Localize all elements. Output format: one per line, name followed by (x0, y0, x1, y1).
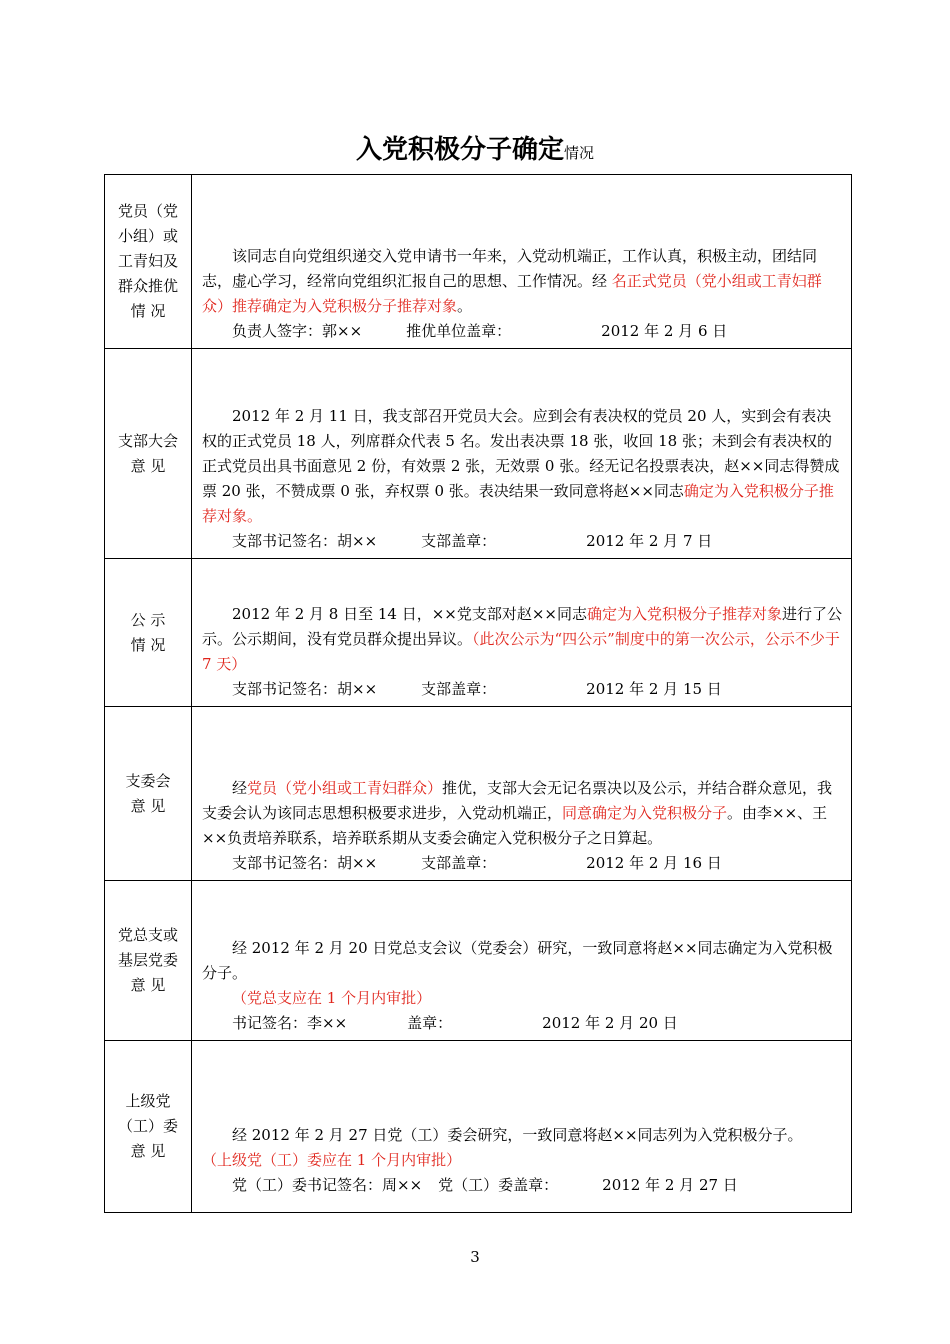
label-line: 基层党委 (117, 951, 178, 969)
content-text: 推优，支部大会无记名票决以及公示，并结合群众意见，我支委会认为该同志思想积极要求进步，入党动机端正， (202, 779, 833, 822)
content-text: 2012 年 2 月 8 日至 14 日，××党支部对赵××同志 (232, 605, 587, 623)
seal-label: 推优单位盖章： (406, 322, 512, 340)
label-line: 支委会 (125, 771, 171, 790)
seal-label: 盖章： (407, 1014, 453, 1032)
signer: 支部书记签名：胡×× (232, 532, 378, 550)
date: 2012 年 2 月 15 日 (586, 680, 722, 698)
content-paragraph (202, 404, 843, 529)
content-text: 经 (232, 779, 248, 797)
signer: 书记签名：李×× (232, 1014, 348, 1032)
label-line: 党员（党 (117, 202, 178, 220)
table-row (105, 349, 852, 559)
page-title (0, 130, 950, 173)
content-highlight: 确定为入党积极分子推荐对象。 (202, 482, 834, 525)
label-line: 上级党 (125, 1092, 171, 1110)
signer: 党（工）委书记签名：周×× (232, 1176, 423, 1194)
seal-label: 支部盖章： (421, 680, 497, 698)
content-highlight: 名正式党员（党小组或工青妇群众）推荐确定为入党积极分子推荐对象 (202, 272, 822, 315)
content-text: 。由李××、王××负责培养联系，培养联系期从支委会确定入党积极分子之日算起。 (202, 804, 828, 847)
signature-line (202, 529, 843, 554)
content-paragraph (202, 1123, 843, 1148)
title-suffix: 情况 (564, 144, 595, 162)
label-line: 意 见 (130, 976, 166, 994)
content-paragraph (202, 244, 843, 319)
label-line: 情 况 (130, 635, 166, 654)
content-text: 经 2012 年 2 月 27 日党（工）委会研究，一致同意将赵××同志列为入党积极分子。 (232, 1126, 803, 1144)
table-row (105, 1041, 852, 1213)
label-line: 群众推优 (117, 277, 178, 295)
row-label (105, 881, 192, 1041)
date: 2012 年 2 月 7 日 (586, 532, 713, 550)
row-content (192, 349, 852, 559)
seal-label: 支部盖章： (421, 854, 497, 872)
row-content (192, 559, 852, 707)
content-paragraph (202, 602, 843, 677)
content-paragraph (202, 776, 843, 851)
table-row (105, 175, 852, 349)
row-content (192, 175, 852, 349)
content-text: 。 (457, 297, 473, 315)
row-content (192, 707, 852, 881)
approval-note: （上级党（工）委应在 1 个月内审批） (202, 1151, 462, 1169)
signer: 负责人签字：郭×× (232, 322, 363, 340)
form-table (104, 174, 852, 1213)
row-label (105, 559, 192, 707)
content-text: 该同志自向党组织递交入党申请书一年来，入党动机端正，工作认真，积极主动，团结同志，虚心学习，经常向党组织汇报自己的思想、工作情况。经 (202, 247, 818, 290)
row-label (105, 349, 192, 559)
title-main: 入党积极分子确定 (355, 135, 564, 165)
label-line: 党总支或 (117, 926, 178, 944)
label-line: 工青妇及 (117, 252, 178, 270)
content-highlight: 同意确定为入党积极分子 (562, 804, 728, 822)
label-line: 小组）或 (117, 227, 178, 245)
label-line: 意 见 (130, 796, 166, 815)
content-highlight: （此次公示为“四公示”制度中的第一次公示，公示不少于 7 天） (202, 630, 840, 673)
table-row (105, 559, 852, 707)
content-highlight: 党员（党小组或工青妇群众） (247, 779, 443, 797)
row-content (192, 881, 852, 1041)
content-text: 经 2012 年 2 月 20 日党总支会议（党委会）研究，一致同意将赵××同志确定为入党积极分子。 (202, 939, 833, 982)
signature-line (202, 677, 843, 702)
approval-note: （党总支应在 1 个月内审批） (232, 989, 432, 1007)
content-highlight: 确定为入党积极分子推荐对象 (587, 605, 783, 623)
signature-line (202, 851, 843, 876)
row-content (192, 1041, 852, 1213)
label-line: 公 示 (130, 610, 166, 629)
signature-line (202, 1011, 843, 1036)
content-paragraph (202, 936, 843, 986)
signer: 支部书记签名：胡×× (232, 680, 378, 698)
label-line: 意 见 (130, 1142, 166, 1160)
content-text: 进行了公示。公示期间，没有党员群众提出异议。 (202, 605, 843, 648)
row-label (105, 707, 192, 881)
signature-line (202, 1173, 843, 1198)
content-text: 2012 年 2 月 11 日，我支部召开党员大会。应到会有表决权的党员 20 人，实到会有表决权的正式党员 18 人，列席群众代表 5 名。发出表决票 18 张，收回 18 张；未到会有表决权的正式党员出具书面意见 2 份，有效票 2 张，无效票 0 张。经无记名投票表决，赵××同志得赞成票 20 张，不赞成票 0 张，弃权票 0 张。表决结果一致同意将赵××同志 (202, 407, 840, 500)
label-line: 支部大会 (117, 431, 178, 450)
date: 2012 年 2 月 6 日 (601, 322, 728, 340)
label-line: 意 见 (130, 456, 166, 475)
label-line: （工）委 (117, 1117, 178, 1135)
date: 2012 年 2 月 16 日 (586, 854, 722, 872)
seal-label: 支部盖章： (421, 532, 497, 550)
row-label (105, 175, 192, 349)
label-line: 情 况 (130, 302, 166, 320)
signer: 支部书记签名：胡×× (232, 854, 378, 872)
table-row (105, 707, 852, 881)
date: 2012 年 2 月 20 日 (542, 1014, 678, 1032)
signature-line (202, 319, 843, 344)
table-row (105, 881, 852, 1041)
page-number: 3 (470, 1248, 480, 1266)
date: 2012 年 2 月 27 日 (602, 1176, 738, 1194)
seal-label: 党（工）委盖章： (438, 1176, 559, 1194)
row-label (105, 1041, 192, 1213)
